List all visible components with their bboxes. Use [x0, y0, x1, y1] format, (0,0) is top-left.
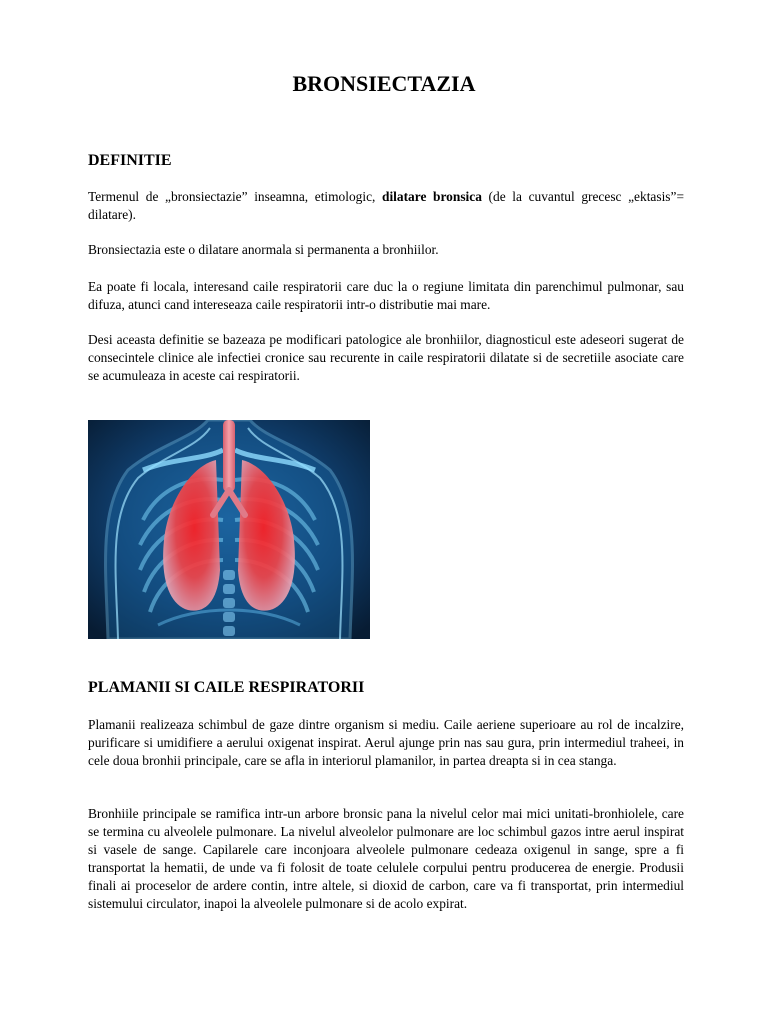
paragraph-text: (de la cuvantul grecesc „ektasis”= dilatare). — [88, 189, 684, 222]
paragraph-bronchial-tree: Bronhiile principale se ramifica intr-un arbore bronsic pana la nivelul celor mai mici unitati-bronhiolele, care se termina cu alveolele pulmonare. La nivelul alveolelor pulmonare are loc schimbul gazos intre aerul inspirat si vasele de sange. Capilarele care inconjoara alveolele pulmonare cedeaza oxigenul in sange, spre a fi transportat la hematii, de unde va fi folosit de toate celulele corpului pentru producerea de energie. Produsii finali ai proceselor de ardere contin, intre altele, si dioxid de carbon, care va fi transportat, prin intermediul sistemului circulator, inapoi la alveolele pulmonare si de acolo expirat. — [88, 806, 684, 911]
document-title: BRONSIECTAZIA — [292, 71, 476, 96]
paragraph-definition: Bronsiectazia este o dilatare anormala si permanenta a bronhiilor. — [88, 242, 439, 257]
section-heading-definitie: DEFINITIE — [88, 152, 172, 169]
paragraph-local-diffuse: Ea poate fi locala, interesand caile respiratorii care duc la o regiune limitata din parenchimul pulmonar, sau difuza, atunci cand intereseaza caile respiratorii intr-o distributie mai mare. — [88, 279, 684, 312]
lungs-xray-icon — [88, 420, 370, 639]
paragraph-diagnosis: Desi aceasta definitie se bazeaza pe modificari patologice ale bronhiilor, diagnosticul este adeseori sugerat de consecintele clinice ale infectiei cronice sau recurente in caile respiratorii dilatate si de secretiile asociate care se acumuleaza in aceste cai respiratorii. — [88, 332, 684, 383]
bold-term: dilatare bronsica — [382, 189, 482, 204]
paragraph-gas-exchange: Plamanii realizeaza schimbul de gaze dintre organism si mediu. Caile aeriene superioare au rol de incalzire, purificare si umidifiere a aerului oxigenat inspirat. Aerul ajunge prin nas sau gura, prin intermediul traheei, in cele doua bronhii principale, care se afla in interiorul plamanilor, in partea dreapta si in cea stanga. — [88, 717, 684, 768]
paragraph-text: Termenul de „bronsiectazie” inseamna, etimologic, — [88, 189, 383, 204]
section-heading-plamanii: PLAMANII SI CAILE RESPIRATORII — [88, 679, 365, 696]
lungs-image — [88, 420, 370, 639]
paragraph-etymology — [88, 188, 684, 224]
